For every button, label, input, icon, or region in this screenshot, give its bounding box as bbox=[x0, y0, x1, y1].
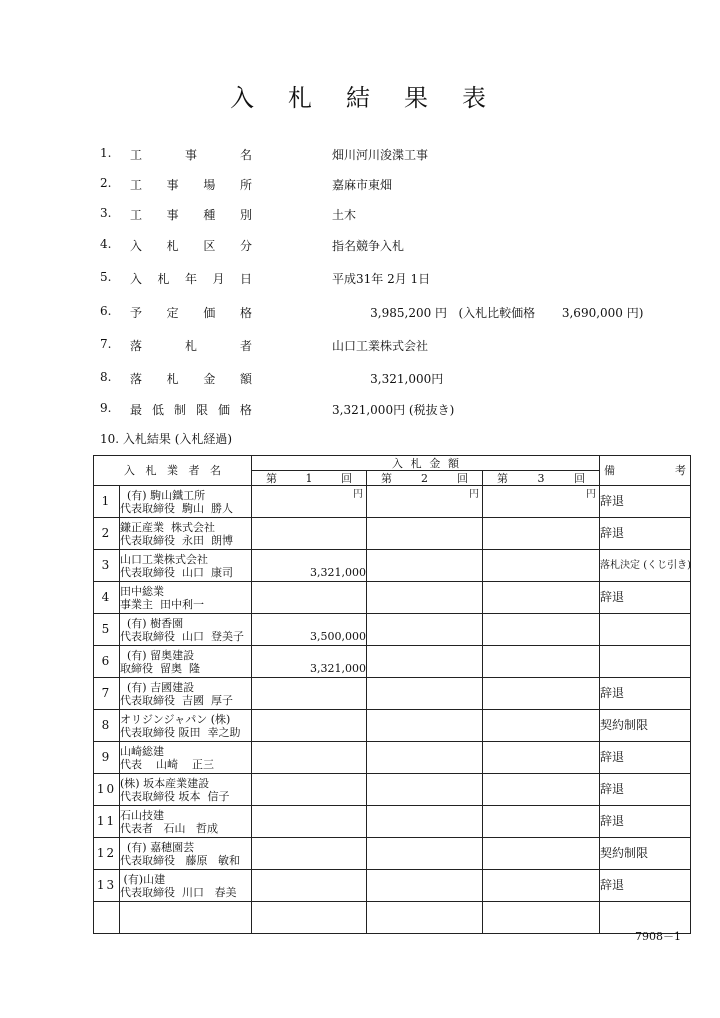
table-row bbox=[94, 646, 691, 678]
row-index: 8 bbox=[94, 710, 120, 742]
round-1-amount bbox=[252, 742, 367, 774]
info-label: 入 札 年 月 日 bbox=[130, 272, 252, 286]
bid-results-table bbox=[93, 455, 691, 934]
info-value: 指名競争入札 bbox=[332, 239, 405, 253]
round-2-amount bbox=[367, 518, 483, 550]
table-row bbox=[94, 870, 691, 902]
bidder-name: (有) 駒山鐵工所 代表取締役 駒山 勝人 bbox=[120, 486, 252, 518]
round-1-amount bbox=[252, 678, 367, 710]
header-bid-amount: 入 札 金 額 bbox=[252, 456, 600, 471]
table-row bbox=[94, 838, 691, 870]
info-label: 工 事 名 bbox=[130, 148, 252, 162]
round-2-amount bbox=[367, 710, 483, 742]
header-round-2: 第 2 回 bbox=[367, 471, 483, 486]
table-row bbox=[94, 550, 691, 582]
round-3-amount bbox=[483, 774, 600, 806]
row-index: 4 bbox=[94, 582, 120, 614]
round-1-amount bbox=[252, 870, 367, 902]
info-number: 6. bbox=[100, 304, 112, 318]
round-3-amount bbox=[483, 838, 600, 870]
table-row bbox=[94, 614, 691, 646]
remarks bbox=[600, 614, 691, 646]
round-2-amount bbox=[367, 678, 483, 710]
header-bidder-name: 入 札 業 者 名 bbox=[94, 456, 252, 486]
yen-unit: 円 bbox=[353, 489, 363, 500]
info-label: 工 事 場 所 bbox=[130, 178, 252, 192]
round-2-amount bbox=[367, 806, 483, 838]
info-label: 工 事 種 別 bbox=[130, 208, 252, 222]
row-index: 9 bbox=[94, 742, 120, 774]
round-1-amount bbox=[252, 838, 367, 870]
bidder-name: 石山技建 代表者 石山 哲成 bbox=[120, 806, 252, 838]
remarks: 契約制限 bbox=[600, 838, 691, 870]
info-value: 嘉麻市東畑 bbox=[332, 178, 393, 192]
row-index: 13 bbox=[94, 870, 120, 902]
bidder-name: オリジンジャパン (株) 代表取締役 阪田 幸之助 bbox=[120, 710, 252, 742]
info-row bbox=[0, 176, 720, 196]
round-3-amount bbox=[483, 870, 600, 902]
info-number: 9. bbox=[100, 401, 112, 415]
bidder-name: (有) 樹香園 代表取締役 山口 登美子 bbox=[120, 614, 252, 646]
round-3-amount bbox=[483, 614, 600, 646]
info-value: 土木 bbox=[332, 208, 357, 222]
info-value: 平成31年 2月 1日 bbox=[332, 272, 431, 286]
round-2-amount bbox=[367, 838, 483, 870]
round-1-amount bbox=[252, 710, 367, 742]
row-index: 7 bbox=[94, 678, 120, 710]
table-row bbox=[94, 518, 691, 550]
remarks: 辞退 bbox=[600, 518, 691, 550]
header-round-1: 第 1 回 bbox=[252, 471, 367, 486]
row-index: 6 bbox=[94, 646, 120, 678]
info-number: 2. bbox=[100, 176, 112, 190]
info-number: 1. bbox=[100, 146, 112, 160]
info-value: 畑川河川浚渫工事 bbox=[332, 148, 429, 162]
remarks: 契約制限 bbox=[600, 710, 691, 742]
round-1-amount bbox=[252, 486, 367, 518]
round-3-amount bbox=[483, 710, 600, 742]
round-3-amount bbox=[483, 806, 600, 838]
round-3-amount bbox=[483, 678, 600, 710]
row-index: 10 bbox=[94, 774, 120, 806]
results-section-label: 10. 入札結果 (入札経過) bbox=[100, 432, 233, 446]
bidder-name: 山口工業株式会社 代表取締役 山口 康司 bbox=[120, 550, 252, 582]
round-1-amount bbox=[252, 774, 367, 806]
round-3-amount bbox=[483, 582, 600, 614]
page-title: 入札結果表 bbox=[230, 84, 520, 112]
info-value: 3,985,200 円 (入札比較価格 3,690,000 円) bbox=[332, 306, 644, 320]
info-label: 入 札 区 分 bbox=[130, 239, 252, 253]
remarks: 辞退 bbox=[600, 582, 691, 614]
info-label: 落 札 金 額 bbox=[130, 372, 252, 386]
round-3-amount bbox=[483, 646, 600, 678]
info-number: 7. bbox=[100, 337, 112, 351]
remarks: 辞退 bbox=[600, 806, 691, 838]
bidder-name: (有) 吉國建設 代表取締役 吉國 厚子 bbox=[120, 678, 252, 710]
row-index: 5 bbox=[94, 614, 120, 646]
round-1-amount: 3,321,000 bbox=[252, 646, 367, 678]
table-row bbox=[94, 710, 691, 742]
info-value: 3,321,000円 bbox=[332, 372, 444, 386]
bidder-name: 田中総業 事業主 田中利一 bbox=[120, 582, 252, 614]
round-2-amount bbox=[367, 870, 483, 902]
round-1-amount bbox=[252, 582, 367, 614]
row-index: 11 bbox=[94, 806, 120, 838]
info-row bbox=[0, 337, 720, 357]
remarks: 辞退 bbox=[600, 742, 691, 774]
bidder-name: (有) 留奥建設 取締役 留奥 隆 bbox=[120, 646, 252, 678]
remarks: 辞退 bbox=[600, 774, 691, 806]
row-index: 3 bbox=[94, 550, 120, 582]
info-value: 3,321,000円 (税抜き) bbox=[332, 403, 455, 417]
info-number: 4. bbox=[100, 237, 112, 251]
info-row bbox=[0, 370, 720, 390]
row-index: 2 bbox=[94, 518, 120, 550]
info-row bbox=[0, 237, 720, 257]
info-label: 落 札 者 bbox=[130, 339, 252, 353]
info-number: 5. bbox=[100, 270, 112, 284]
header-round-3: 第 3 回 bbox=[483, 471, 600, 486]
yen-unit: 円 bbox=[469, 489, 479, 500]
round-2-amount bbox=[367, 742, 483, 774]
table-row bbox=[94, 774, 691, 806]
yen-unit: 円 bbox=[586, 489, 597, 500]
bidder-name: 山崎総建 代表 山崎 正三 bbox=[120, 742, 252, 774]
round-3-amount bbox=[483, 518, 600, 550]
table-row bbox=[94, 806, 691, 838]
info-row bbox=[0, 270, 720, 290]
info-number: 8. bbox=[100, 370, 112, 384]
remarks: 辞退 bbox=[600, 678, 691, 710]
round-2-amount bbox=[367, 614, 483, 646]
document-code: 7908－1 bbox=[635, 930, 681, 943]
info-row bbox=[0, 401, 720, 421]
row-index: 1 bbox=[94, 486, 120, 518]
table-row bbox=[94, 486, 691, 518]
round-1-amount bbox=[252, 806, 367, 838]
info-label: 予 定 価 格 bbox=[130, 306, 252, 320]
table-row-empty bbox=[94, 902, 691, 934]
round-1-amount: 3,500,000 bbox=[252, 614, 367, 646]
remarks: 辞退 bbox=[600, 486, 691, 518]
round-2-amount bbox=[367, 582, 483, 614]
table-row bbox=[94, 742, 691, 774]
table-row bbox=[94, 678, 691, 710]
bidder-name: 鎌正産業 株式会社 代表取締役 永田 朗博 bbox=[120, 518, 252, 550]
bidder-name: (有) 嘉穂園芸 代表取締役 藤原 敏和 bbox=[120, 838, 252, 870]
bidder-name: (有)山建 代表取締役 川口 春美 bbox=[120, 870, 252, 902]
round-2-amount bbox=[367, 550, 483, 582]
round-1-amount bbox=[252, 518, 367, 550]
round-3-amount bbox=[483, 550, 600, 582]
info-row bbox=[0, 206, 720, 226]
table-row bbox=[94, 582, 691, 614]
round-3-amount bbox=[483, 486, 600, 518]
info-label: 最 低 制 限 価 格 bbox=[130, 403, 252, 417]
bidder-name: (株) 坂本産業建設 代表取締役 坂本 信子 bbox=[120, 774, 252, 806]
info-value: 山口工業株式会社 bbox=[332, 339, 429, 353]
remarks bbox=[600, 646, 691, 678]
remarks: 落札決定 (くじ引き) bbox=[600, 550, 691, 582]
round-2-amount bbox=[367, 646, 483, 678]
info-number: 3. bbox=[100, 206, 112, 220]
round-2-amount bbox=[367, 774, 483, 806]
remarks: 辞退 bbox=[600, 870, 691, 902]
info-row bbox=[0, 146, 720, 166]
row-index: 12 bbox=[94, 838, 120, 870]
round-1-amount: 3,321,000 bbox=[252, 550, 367, 582]
round-2-amount bbox=[367, 486, 483, 518]
round-3-amount bbox=[483, 742, 600, 774]
header-remarks: 備 考 bbox=[600, 456, 691, 486]
info-row bbox=[0, 304, 720, 324]
